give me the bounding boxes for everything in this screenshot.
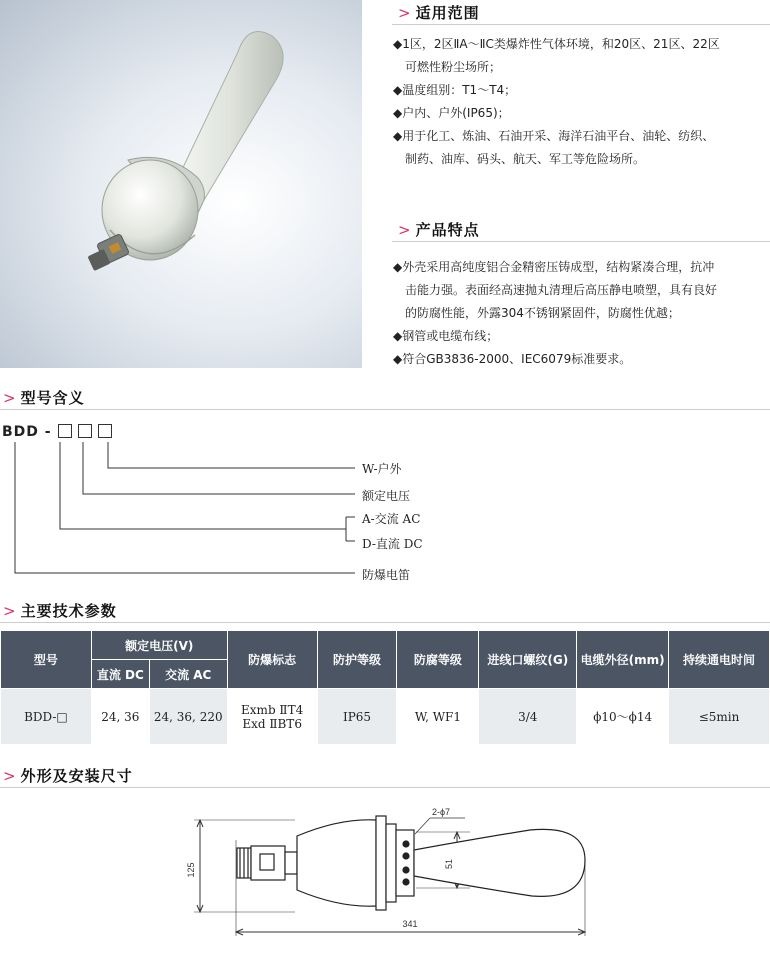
- features-divider: [392, 241, 770, 242]
- params-table: [0, 630, 770, 745]
- model-code: BDD -: [2, 424, 112, 440]
- header-protection: 防护等级: [317, 631, 397, 689]
- chevron-right-icon: >: [3, 389, 17, 407]
- dim-height-label: 125: [186, 862, 196, 878]
- cell-thread: 3/4: [479, 689, 577, 745]
- list-item: ◆外壳采用高纯度铝合金精密压铸成型，结构紧凑合理，抗冲: [393, 260, 715, 274]
- placeholder-box: [98, 424, 112, 438]
- features-list: [393, 256, 770, 371]
- dimensions-title: > 外形及安装尺寸: [3, 767, 133, 785]
- params-title: > 主要技术参数: [3, 602, 117, 620]
- header-voltage: 额定电压(V): [91, 631, 227, 660]
- explosion-proof-siren-image: [0, 0, 362, 368]
- cell-anticorrosion: W, WF1: [397, 689, 479, 745]
- cell-model: BDD-□: [1, 689, 92, 745]
- dim-holes-label: 2-ϕ7: [432, 807, 451, 817]
- header-model: 型号: [1, 631, 92, 689]
- scope-divider: [392, 24, 770, 25]
- list-item: ◆户内、户外(IP65)；: [393, 106, 510, 120]
- dim-width-label: 341: [402, 919, 418, 929]
- cell-protection: IP65: [317, 689, 397, 745]
- model-label-dc: D-直流 DC: [362, 537, 423, 551]
- scope-list: [393, 33, 770, 171]
- placeholder-box: [58, 424, 72, 438]
- cell-duration: ≤5min: [669, 689, 770, 745]
- model-label-voltage: 额定电压: [362, 489, 411, 503]
- header-anticorrosion: 防腐等级: [397, 631, 479, 689]
- list-item: ◆钢管或电缆布线；: [393, 329, 499, 343]
- scope-title: > 适用范围: [398, 4, 480, 22]
- header-thread: 进线口螺纹(G): [479, 631, 577, 689]
- cell-cable: ϕ10～ϕ14: [577, 689, 669, 745]
- chevron-right-icon: >: [398, 221, 412, 239]
- cell-ac: 24, 36, 220: [149, 689, 227, 745]
- dim-mount-label: 51: [444, 858, 454, 870]
- model-divider: [0, 409, 770, 410]
- list-item: ◆用于化工、炼油、石油开采、海洋石油平台、油轮、纺织、: [393, 129, 715, 143]
- header-dc: 直流 DC: [91, 660, 149, 689]
- list-item: 可燃性粉尘场所；: [405, 60, 502, 74]
- placeholder-box: [78, 424, 92, 438]
- chevron-right-icon: >: [398, 4, 412, 22]
- model-title: > 型号含义: [3, 389, 85, 407]
- list-item: 的防腐性能，外露304不锈钢紧固件，防腐性优越；: [405, 306, 680, 320]
- header-cable: 电缆外径(mm): [577, 631, 669, 689]
- product-photo: [0, 0, 362, 368]
- header-duration: 持续通电时间: [669, 631, 770, 689]
- features-title: > 产品特点: [398, 221, 480, 239]
- model-label-siren: 防爆电笛: [362, 568, 411, 582]
- chevron-right-icon: >: [3, 767, 17, 785]
- cell-dc: 24, 36: [91, 689, 149, 745]
- table-row: [1, 689, 770, 745]
- header-ac: 交流 AC: [149, 660, 227, 689]
- header-ex-mark: 防爆标志: [227, 631, 317, 689]
- list-item: ◆温度组别：T1～T4；: [393, 83, 517, 97]
- list-item: 击能力强。表面经高速抛丸清理后高压静电喷塑，具有良好: [405, 283, 718, 297]
- list-item: ◆1区，2区ⅡA～ⅡC类爆炸性气体环境，和20区、21区、22区: [393, 37, 720, 51]
- cell-ex-mark: Exmb ⅡT4 Exd ⅡBT6: [227, 689, 317, 745]
- list-item: ◆符合GB3836-2000、IEC6079标准要求。: [393, 352, 632, 366]
- model-label-ac: A-交流 AC: [362, 512, 421, 526]
- dimension-drawing: [180, 800, 610, 945]
- params-divider: [0, 622, 770, 623]
- list-item: 制药、油库、码头、航天、军工等危险场所。: [405, 152, 646, 166]
- dimensions-divider: [0, 787, 770, 788]
- model-label-outdoor: W-户外: [362, 462, 402, 476]
- chevron-right-icon: >: [3, 602, 17, 620]
